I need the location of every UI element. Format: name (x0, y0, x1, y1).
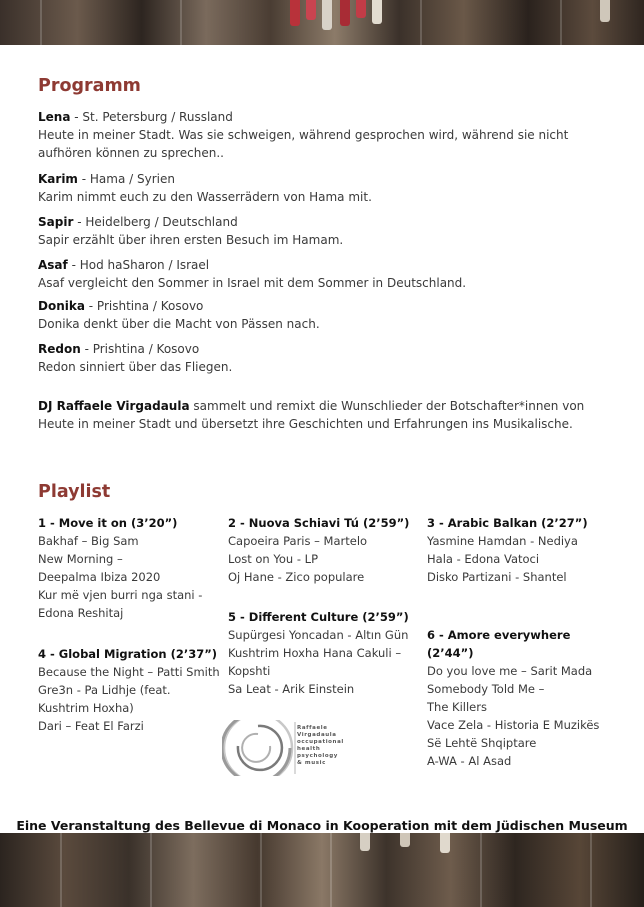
program-entry-lena (38, 108, 598, 162)
track: Disko Partizani - Shantel (427, 570, 567, 584)
playlist-block-4 (38, 645, 220, 735)
track: Lost on You - LP (228, 552, 319, 566)
track: Kur më vjen burri nga stani - (38, 588, 203, 602)
performer-description: Sapir erzählt über ihren ersten Besuch im Hamam. (38, 233, 344, 247)
track: Kushtrim Hoxha) (38, 701, 134, 715)
track: Sa Leat - Arik Einstein (228, 682, 355, 696)
performer-description: Asaf vergleicht den Sommer in Israel mit dem Sommer in Deutschland. (38, 276, 467, 290)
playlist-heading-duration: (2’44”) (427, 646, 474, 660)
playlist-title: Playlist (38, 482, 111, 502)
performer-name: Lena (38, 110, 71, 124)
track: New Morning – (38, 552, 123, 566)
performer-origin: - St. Petersburg / Russland (70, 110, 233, 124)
playlist-block-1 (38, 514, 202, 622)
track: Somebody Told Me – (427, 682, 545, 696)
track: Dari – Feat El Farzi (38, 719, 144, 733)
track: Capoeira Paris – Martelo (228, 534, 368, 548)
track: Because the Night – Patti Smith (38, 665, 220, 679)
playlist-heading: 4 - Global Migration (2’37”) (38, 647, 218, 661)
performer-description: Karim nimmt euch zu den Wasserrädern von Hama mit. (38, 190, 372, 204)
dj-text: sammelt und remixt die Wunschlieder der Botschafter*innen von Heute in meiner Stadt und übersetzt ihre Geschichten und Erfahrungen ins Musikalische. (38, 399, 585, 431)
track: Do you love me – Sarit Mada (427, 664, 593, 678)
performer-origin: - Heidelberg / Deutschland (73, 215, 238, 229)
track: Deepalma Ibiza 2020 (38, 570, 161, 584)
performer-name: Asaf (38, 258, 68, 272)
header-photo (0, 0, 644, 45)
track: Edona Reshitaj (38, 606, 124, 620)
program-entry-karim (38, 170, 598, 206)
performer-name: Donika (38, 299, 85, 313)
track: Oj Hane - Zico populare (228, 570, 365, 584)
dj-description (38, 397, 598, 433)
track: Supürgesi Yoncadan - Altın Gün (228, 628, 409, 642)
track: Vace Zela - Historia E Muzikës (427, 718, 600, 732)
track: Gre3n - Pa Lidhje (feat. (38, 683, 171, 697)
track: Bakhaf – Big Sam (38, 534, 139, 548)
playlist-block-2 (228, 514, 409, 586)
dj-name: DJ Raffaele Virgadaula (38, 399, 190, 413)
performer-description: Donika denkt über die Macht von Pässen nach. (38, 317, 320, 331)
performer-origin: - Prishtina / Kosovo (80, 342, 200, 356)
performer-origin: - Hod haSharon / Israel (67, 258, 210, 272)
performer-origin: - Hama / Syrien (77, 172, 175, 186)
track: Kushtrim Hoxha Hana Cakuli – (228, 646, 402, 660)
playlist-block-3 (427, 514, 588, 586)
playlist-block-6 (427, 626, 599, 770)
playlist-heading: 6 - Amore everywhere (427, 628, 571, 642)
programm-title: Programm (38, 76, 141, 96)
track: Yasmine Hamdan - Nediya (427, 534, 578, 548)
playlist-heading: 3 - Arabic Balkan (2’27”) (427, 516, 588, 530)
performer-origin: - Prishtina / Kosovo (84, 299, 204, 313)
playlist-heading: 5 - Different Culture (2’59”) (228, 610, 409, 624)
track: Hala - Edona Vatoci (427, 552, 540, 566)
performer-name: Sapir (38, 215, 74, 229)
performer-description: Heute in meiner Stadt. Was sie schweigen, während gesprochen wird, während sie nicht aufhören können zu sprechen.. (38, 128, 569, 160)
track: Kopshti (228, 664, 271, 678)
playlist-heading: 1 - Move it on (3’20”) (38, 516, 178, 530)
logo-text: Raffaele Virgadaula occupational health psychology & music (297, 725, 344, 766)
performer-name: Karim (38, 172, 78, 186)
program-entry-donika (38, 297, 598, 333)
track: A-WA - Al Asad (427, 754, 512, 768)
track: The Killers (427, 700, 487, 714)
track: Së Lehtë Shqiptare (427, 736, 537, 750)
program-entry-redon (38, 340, 598, 376)
performer-description: Redon sinniert über das Fliegen. (38, 360, 233, 374)
performer-name: Redon (38, 342, 81, 356)
playlist-block-5 (228, 608, 409, 698)
footer-credit: Eine Veranstaltung des Bellevue di Monaco in Kooperation mit dem Jüdischen Museum (16, 818, 628, 833)
program-entry-sapir (38, 213, 598, 249)
footer-photo (0, 833, 644, 907)
playlist-heading: 2 - Nuova Schiavi Tú (2’59”) (228, 516, 410, 530)
program-entry-asaf (38, 256, 598, 292)
